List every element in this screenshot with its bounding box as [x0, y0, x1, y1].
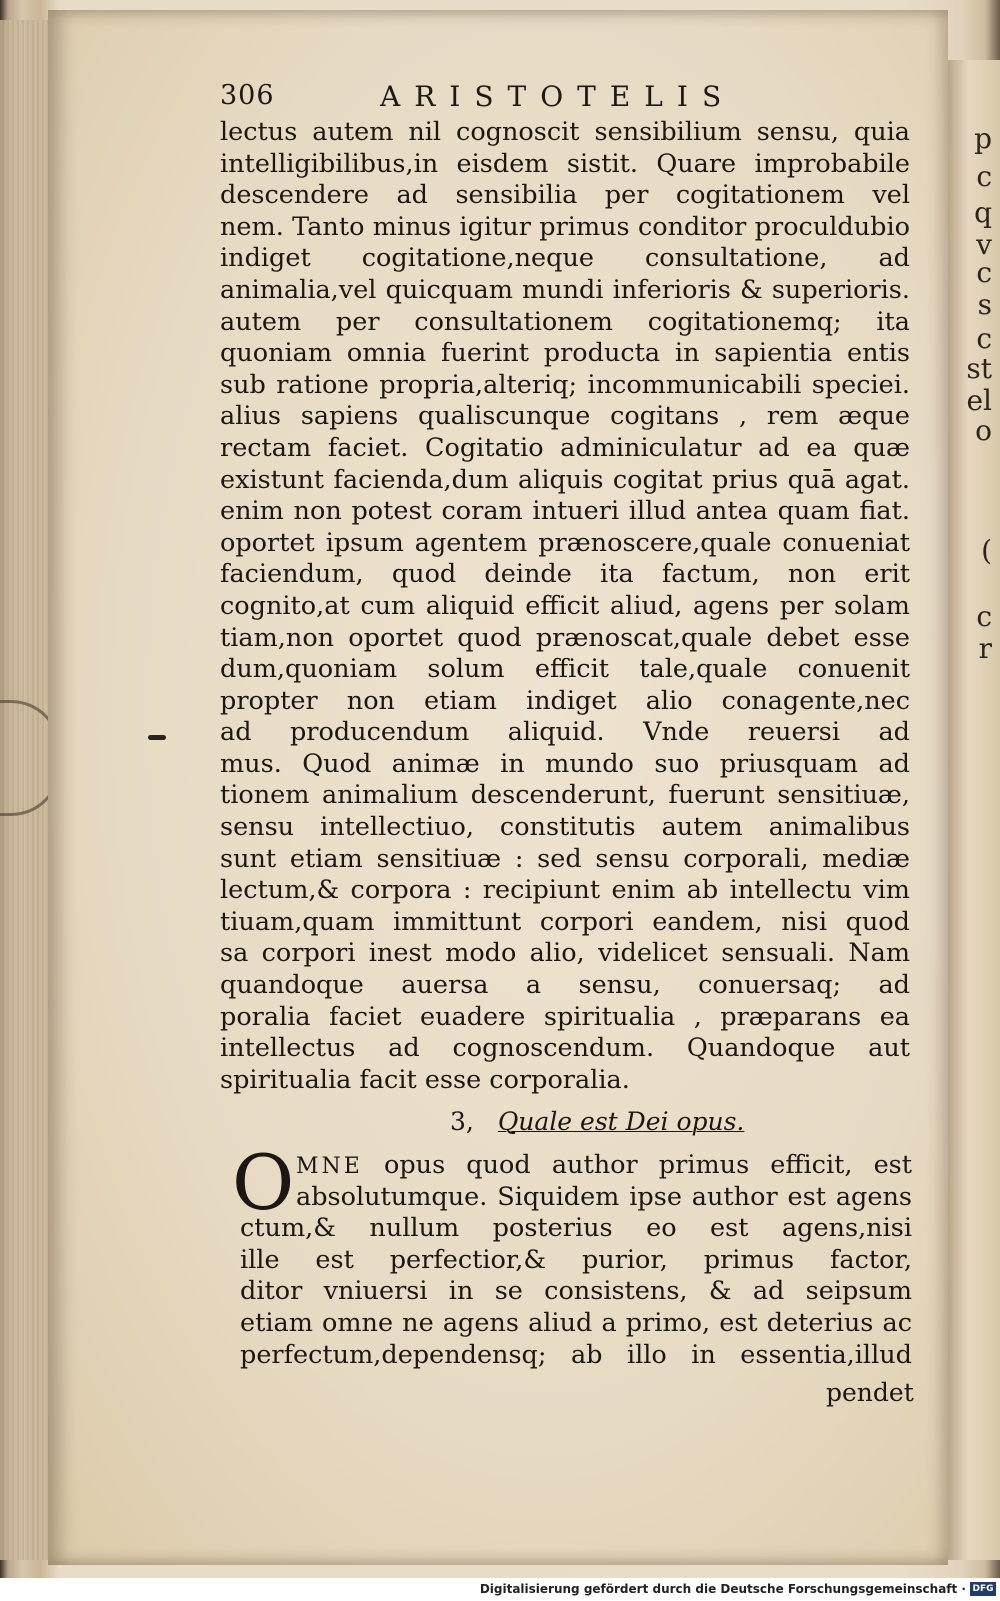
text-line: alius sapiens qualiscunque cogitans , rem æque	[220, 401, 910, 432]
text-line: ille est perfectior,& purior, primus factor,	[240, 1244, 912, 1275]
text-line: lectum,& corpora : recipiunt enim ab intellectu vim	[220, 875, 910, 906]
text-line: tionem animalium descenderunt, fuerunt sensitiuæ,	[220, 780, 910, 811]
text-line: autem per consultationem cogitationemq; ita	[220, 306, 910, 337]
footer-credit: Digitalisierung gefördert durch die Deutsche Forschungsgemeinschaft ·	[479, 1582, 966, 1596]
text-line: dum,quoniam solum efficit tale,quale conuenit	[220, 654, 910, 685]
text-line: sa corpori inest modo alio, videlicet sensuali. Nam	[220, 938, 910, 969]
text-line: existunt facienda,dum aliquis cogitat prius quā agat.	[220, 464, 910, 495]
text-line: perfectum,dependensq; ab illo in essentia,illud	[240, 1339, 912, 1370]
page-number: 306	[220, 80, 275, 111]
body-text	[220, 117, 910, 1096]
catchword: pendet	[826, 1378, 914, 1407]
text-line: faciendum, quod deinde ita factum, non erit	[220, 559, 910, 590]
drop-capital: O	[232, 1138, 295, 1227]
text-line: sunt etiam sensitiuæ : sed sensu corporali, mediæ	[220, 843, 910, 874]
facing-glyph: p	[974, 122, 992, 155]
text-line: intelligibilibus,in eisdem sistit. Quare improbabile	[220, 148, 910, 179]
text-line: ad producendum aliquid. Vnde reuersi ad	[220, 717, 910, 748]
dfg-logo: DFG	[970, 1582, 996, 1596]
text-line: nem. Tanto minus igitur primus conditor proculdubio	[220, 211, 910, 242]
facing-glyph: s	[977, 288, 992, 321]
running-title: ARISTOTELIS	[380, 80, 736, 113]
text-fragment: opus quod author primus efficit, est	[383, 1150, 912, 1180]
facing-glyph: q	[974, 196, 992, 229]
section-title: Quale est Dei opus.	[497, 1107, 745, 1136]
first-word: MNE	[296, 1154, 363, 1179]
text-line: quandoque auersa a sensu, conuersaq; ad	[220, 970, 910, 1001]
text-line: spiritualia facit esse corporalia.	[220, 1064, 630, 1095]
text-line: poralia faciet euadere spiritualia , præparans ea	[220, 1001, 910, 1032]
text-line: enim non potest coram intueri illud antea quam fiat.	[220, 496, 910, 527]
digitization-footer	[0, 1578, 1000, 1601]
text-line	[240, 1150, 912, 1182]
facing-glyph: r	[978, 632, 992, 665]
text-line: etiam omne ne agens aliud a primo, est deterius ac	[240, 1307, 912, 1338]
section-number: 3,	[450, 1107, 474, 1136]
facing-glyph: c	[976, 256, 992, 289]
facing-page-edge	[948, 60, 1000, 1560]
text-line: sensu intellectiuo, constitutis autem animalibus	[220, 812, 910, 843]
running-head	[220, 80, 920, 120]
text-line: absolutumque. Siquidem ipse author est agens	[296, 1181, 912, 1212]
text-line: ditor vniuersi in se consistens, & ad seipsum	[240, 1276, 912, 1307]
text-line: ctum,& nullum posterius eo est agens,nisi	[240, 1213, 912, 1244]
facing-glyph: v	[976, 228, 992, 261]
text-line: oportet ipsum agentem prænoscere,quale conueniat	[220, 527, 910, 558]
text-line: tiam,non oportet quod prænoscat,quale debet esse	[220, 622, 910, 653]
facing-glyph: c	[976, 322, 992, 355]
text-line: intellectus ad cognoscendum. Quandoque aut	[220, 1033, 910, 1064]
facing-glyph: o	[975, 414, 992, 447]
facing-glyph: (	[981, 534, 992, 567]
text-line: animalia,vel quicquam mundi inferioris & superioris.	[220, 274, 910, 305]
text-line: quoniam omnia fuerint producta in sapientia entis	[220, 338, 910, 369]
text-line: mus. Quod animæ in mundo suo priusquam ad	[220, 748, 910, 779]
text-line: propter non etiam indiget alio conagente,nec	[220, 685, 910, 716]
text-line: cognito,at cum aliquid efficit aliud, agens per solam	[220, 590, 910, 621]
text-line: rectam faciet. Cogitatio adminiculatur ad ea quæ	[220, 432, 910, 463]
text-line: descendere ad sensibilia per cogitationem vel	[220, 180, 910, 211]
section-text	[232, 1138, 912, 1371]
ink-mark	[148, 735, 166, 740]
text-line: sub ratione propria,alteriq; incommunicabili speciei.	[220, 369, 910, 400]
facing-glyph: c	[976, 600, 992, 633]
facing-glyph: c	[976, 160, 992, 193]
text-line: indiget cogitatione,neque consultatione, ad	[220, 243, 910, 274]
text-line: tiuam,quam immittunt corpori eandem, nisi quod	[220, 906, 910, 937]
text-line: lectus autem nil cognoscit sensibilium sensu, quia	[220, 117, 910, 147]
facing-glyph: el	[966, 384, 992, 417]
facing-glyph: st	[966, 352, 992, 385]
section-heading	[450, 1107, 744, 1136]
